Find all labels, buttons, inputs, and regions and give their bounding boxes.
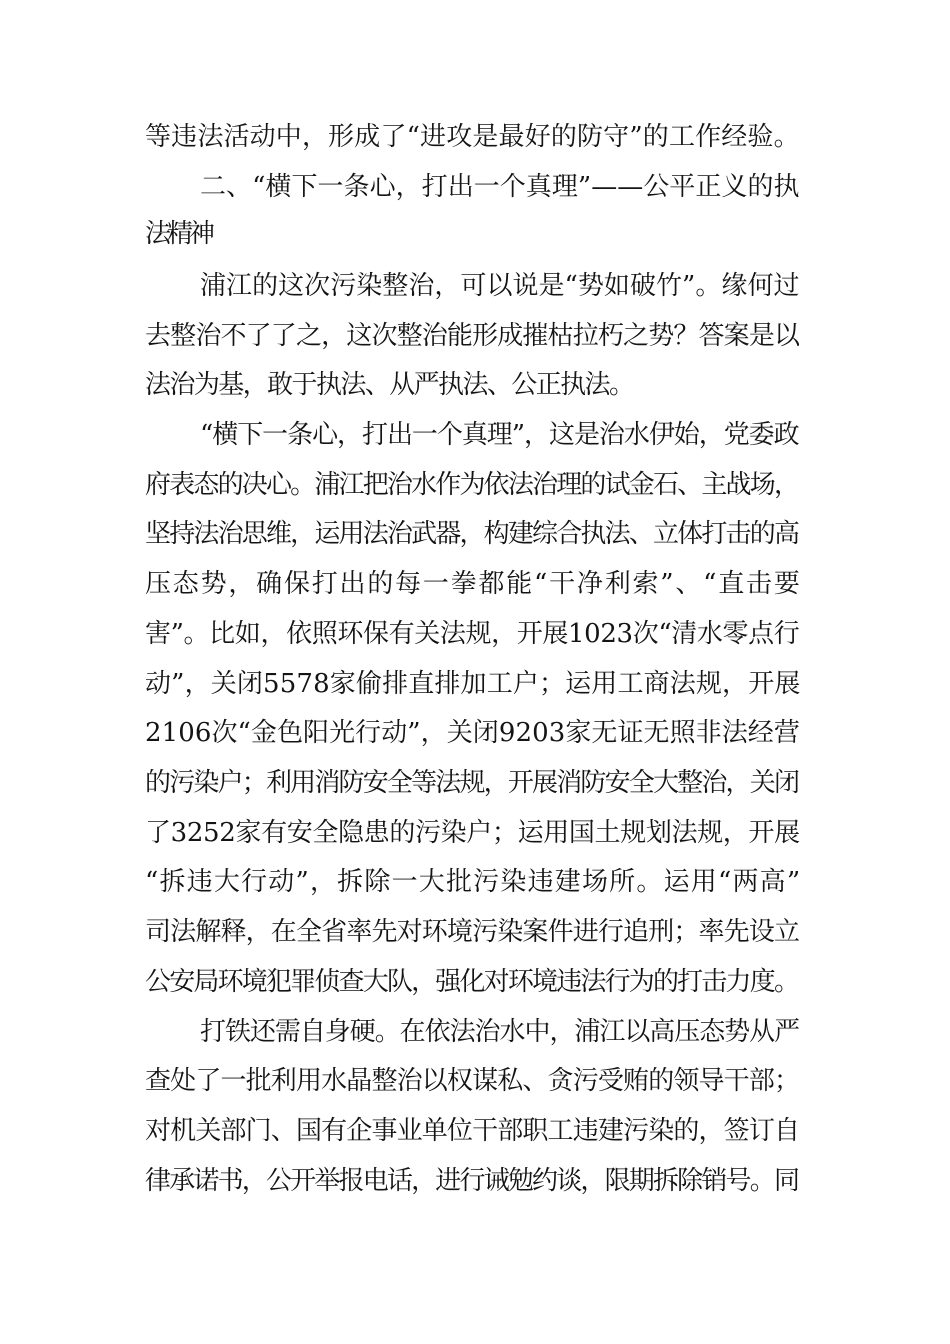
text-line: 律承诺书，公开举报电话，进行诫勉约谈，限期拆除销号。同	[145, 1166, 799, 1196]
section-heading: 二、“横下一条心，打出一个真理”——公平正义的执	[200, 172, 800, 202]
text-line: “横下一条心，打出一个真理”，这是治水伊始，党委政	[200, 420, 799, 450]
text-line: 法治为基，敢于执法、从严执法、公正执法。	[145, 370, 634, 400]
text-line: 公安局环境犯罪侦查大队，强化对环境违法行为的打击力度。	[145, 967, 799, 997]
text-line: 等违法活动中，形成了“进攻是最好的防守”的工作经验。	[145, 122, 800, 152]
text-line: 压态势，确保打出的每一拳都能“干净利索”、“直击要	[145, 569, 802, 599]
text-line: 2106次“金色阳光行动”，关闭9203家无证无照非法经营	[145, 718, 800, 748]
text-line: 的污染户；利用消防安全等法规，开展消防安全大整治，关闭	[145, 768, 799, 798]
text-line: 去整治不了了之，这次整治能形成摧枯拉朽之势？答案是以	[145, 321, 800, 351]
text-line: 动”，关闭5578家偷排直排加工户；运用工商法规，开展	[145, 669, 801, 699]
text-line: 府表态的决心。浦江把治水作为依法治理的试金石、主战场，	[145, 470, 799, 500]
text-line: 对机关部门、国有企事业单位干部职工违建污染的，签订自	[145, 1116, 800, 1146]
text-line: “拆违大行动”，拆除一大批污染违建场所。运用“两高”	[145, 867, 802, 897]
text-line: 了3252家有安全隐患的污染户；运用国土规划法规，开展	[145, 818, 800, 848]
text-line: 查处了一批利用水晶整治以权谋私、贪污受贿的领导干部；	[145, 1066, 800, 1096]
section-heading-continued: 法精神	[145, 219, 212, 249]
text-line: 打铁还需自身硬。在依法治水中，浦江以高压态势从严	[200, 1017, 800, 1047]
text-line: 害”。比如，依照环保有关法规，开展1023次“清水零点行	[145, 619, 800, 649]
text-line: 浦江的这次污染整治，可以说是“势如破竹”。缘何过	[200, 271, 800, 301]
text-line: 坚持法治思维，运用法治武器，构建综合执法、立体打击的高	[145, 519, 799, 549]
text-line: 司法解释，在全省率先对环境污染案件进行追刑；率先设立	[145, 917, 800, 947]
